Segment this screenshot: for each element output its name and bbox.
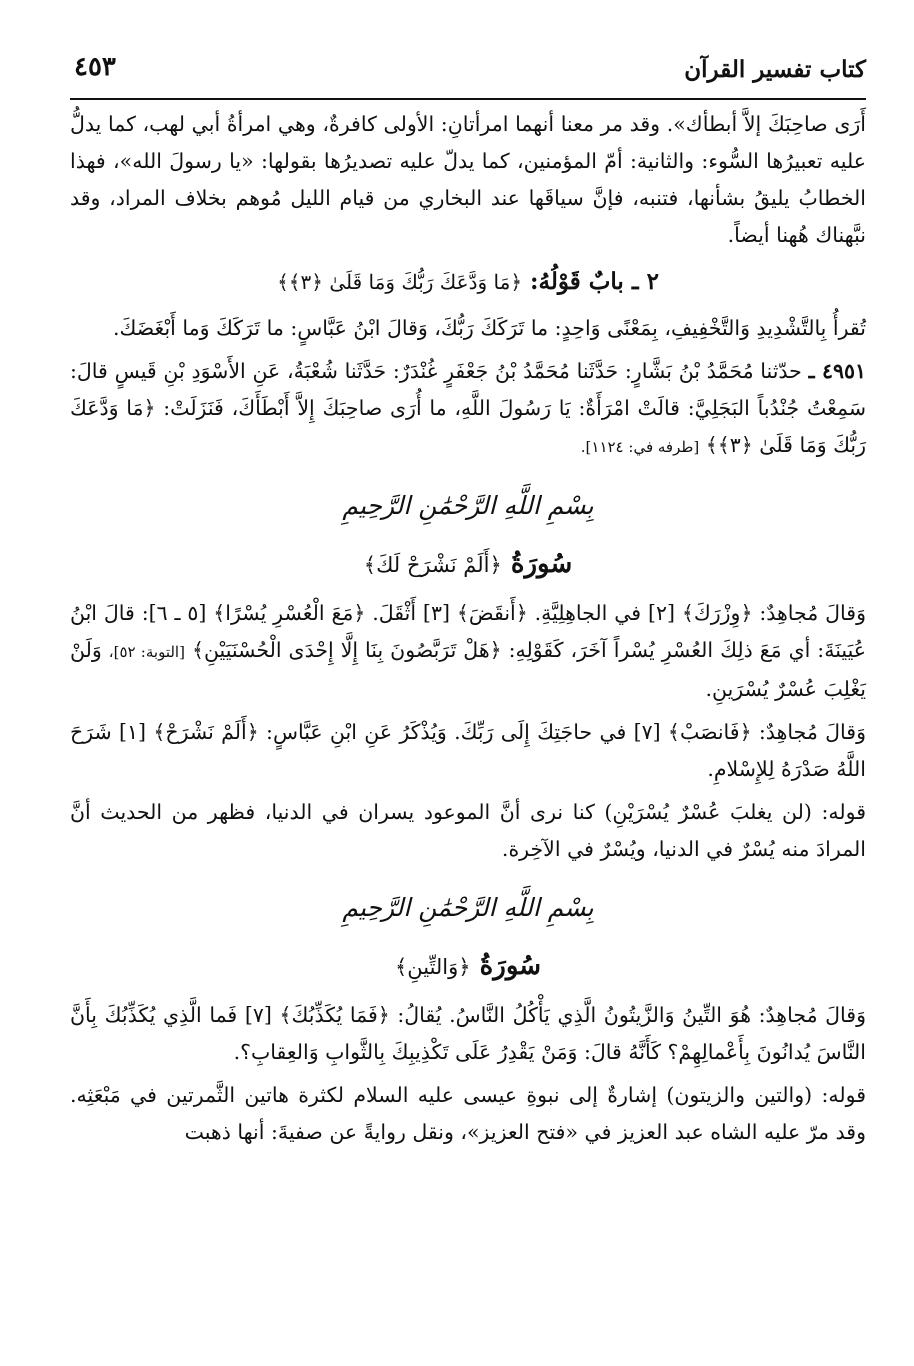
hadith-reference: [طرفه في: ١١٢٤].: [580, 438, 700, 456]
paragraph-text: وَقالَ مُجاهِدٌ: ﴿وِزْرَكَ﴾ [٢] في الجاهِلِيَّةِ. ﴿أَنقَضَ﴾ [٣] أَثْقَلَ. ﴿مَعَ الْعُسْرِ يُسْرًا﴾ [٥ ـ ٦]: قالَ ابْنُ عُيَينَةَ: أي مَعَ ذلِكَ العُسْرِ يُسْراً آخَرَ، كَقَوْلِهِ: ﴿هَلْ تَرَبَّصُونَ بِنَا إِلَّا إِحْدَى الْحُسْنَيَيْنِ﴾: [70, 601, 866, 662]
book-page: [70, 40, 866, 1340]
paragraph-commentary-2: قوله: (لن يغلبَ عُسْرٌ يُسْرَيْنِ) كنا نرى أنَّ الموعود يسران في الدنيا، فظهر من الحديث أنَّ المرادَ منه يُسْرٌ في الدنيا، ويُسْرٌ في الآخِرة.: [70, 800, 866, 861]
page-body: [70, 106, 866, 1157]
hadith-paragraph: [70, 353, 866, 466]
paragraph-explanation: تُقرأُ بِالتَّشْدِيدِ وَالتَّخْفِيفِ، بِمَعْنًى وَاحِدٍ: ما تَرَكَكَ رَبُّكَ، وَقالَ ابْنُ عَبَّاسٍ: ما تَرَكَكَ وَما أَبْغَضَكَ.: [112, 316, 866, 340]
surah-label: سُورَةُ: [510, 549, 573, 579]
surah-name: ﴿أَلَمْ نَشْرَحْ لَكَ﴾: [363, 553, 502, 577]
chapter-heading: [70, 262, 866, 302]
paragraph-tail: وَلَنْ يَغْلِبَ عُسْرٌ يُسْرَينِ.: [70, 638, 866, 701]
surah-name: ﴿وَالتِّينِ﴾: [394, 955, 471, 979]
verse-reference: [التوبة: ٥٢]،: [108, 643, 185, 661]
surah-heading-1: [70, 542, 866, 587]
surah-label: سُورَةُ: [479, 951, 542, 981]
header-divider: [70, 98, 866, 100]
surah-heading-2: [70, 944, 866, 989]
basmala-1: بِسْمِ اللَّهِ الرَّحْمَٰنِ الرَّحِيمِ: [342, 491, 594, 520]
book-title: كتاب تفسير القرآن: [684, 56, 866, 83]
paragraph-mujahid-2: وَقالَ مُجاهِدٌ: ﴿فَانصَبْ﴾ [٧] في حاجَتِكَ إِلَى رَبِّكَ. وَيُذْكَرُ عَنِ ابْنِ عَبَّاسٍ: ﴿أَلَمْ نَشْرَحْ﴾ [١] شَرَحَ اللَّهُ صَدْرَهُ لِلإِسْلامِ.: [70, 720, 866, 781]
paragraph-commentary-1: أَرَى صاحِبَكَ إلاَّ أبطأك». وقد مر معنا أنهما امرأتانِ: الأولى كافرةٌ، وهي امرأةُ أبي لهب، كما يدلُّ عليه تعبيرُها السُّوء: والثانية: أمّ المؤمنين، كما يدلّ عليه تصديرُها بقولها: «يا رسولَ الله»، فهذا الخطابُ يليقُ بشأنها، فتنبه، فإنَّ سياقَها عند البخاري من قيام الليل مُوهم بخلاف المراد، وقد نبَّهناك هُهنا أيضاً.: [70, 112, 866, 247]
page-header: [70, 52, 866, 92]
basmala-2: بِسْمِ اللَّهِ الرَّحْمَٰنِ الرَّحِيمِ: [342, 893, 594, 922]
page-number: ٤٥٣: [74, 52, 116, 82]
chapter-verse: ﴿مَا وَدَّعَكَ رَبُّكَ وَمَا قَلَىٰ ﴿٣﴾﴾: [277, 270, 523, 294]
hadith-number: ٤٩٥١ ـ: [808, 359, 866, 383]
paragraph-commentary-3: قوله: (والتين والزيتون) إشارةٌ إلى نبوةِ عيسى عليه السلام لكثرة هاتين الثَّمرتين في مَبْعَثِه. وقد مرّ عليه الشاه عبد العزيز في «فتح العزيز»، ونقل روايةً عن صفيةَ: أنها ذهبت: [70, 1083, 866, 1144]
paragraph-mujahid-3: وَقالَ مُجاهِدٌ: هُوَ التِّينُ وَالزَّيتُونُ الَّذِي يَأْكُلُ النَّاسُ. يُقالُ: ﴿فَمَا يُكَذِّبُكَ﴾ [٧] فَما الَّذِي يُكَذِّبُكَ بِأَنَّ النَّاسَ يُدانُونَ بِأَعْمالِهِمْ؟ كَأَنَّهُ قالَ: وَمَنْ يَقْدِرُ عَلَى تَكْذِيبِكَ بِالثَّوابِ وَالعِقابِ؟.: [70, 1003, 866, 1064]
chapter-label: ٢ ـ بابٌ قَوْلُهُ:: [530, 268, 659, 295]
paragraph-mujahid-1: [70, 595, 866, 708]
hadith-text: حدّثنا مُحَمَّدُ بْنُ بَشَّارٍ: حَدَّثَنا مُحَمَّدُ بْنُ جَعْفَرٍ غُنْدَرٌ: حَدَّثَنا شُعْبَةُ، عَنِ الأَسْوَدِ بْنِ قَيسٍ قالَ: سَمِعْتُ جُنْدُباً البَجَلِيَّ: قالَتْ امْرَأَةٌ: يَا رَسُولَ اللَّهِ، ما أُرَى صاحِبَكَ إِلاَّ أَبْطَأَكَ، فَنَزَلَتْ: ﴿مَا وَدَّعَكَ رَبُّكَ وَمَا قَلَىٰ ﴿٣﴾﴾: [70, 359, 866, 457]
